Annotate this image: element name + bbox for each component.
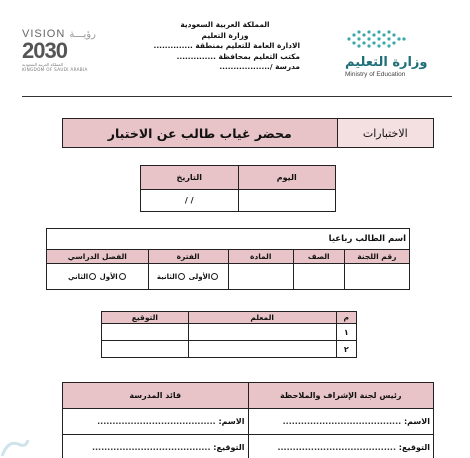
supervisor-name-label: الاسم: bbox=[403, 417, 430, 426]
supervisor-name-dots: ....................................... bbox=[282, 417, 402, 426]
student-name-label: اسم الطالب رباعيا bbox=[328, 234, 406, 244]
day-header: اليوم bbox=[238, 166, 336, 190]
kingdom-line: المملكة العربية السعودية bbox=[180, 20, 270, 29]
period-second-label: الثانية bbox=[156, 272, 178, 281]
school-line: مدرسة /.................. bbox=[219, 62, 300, 71]
index-header: م bbox=[336, 312, 356, 324]
signature-header: التوقيع bbox=[102, 312, 189, 324]
ministry-dots-icon bbox=[345, 28, 411, 50]
supervision-head: رئيس لجنة الإشراف والملاحظة bbox=[248, 383, 434, 409]
teacher-cell-1[interactable] bbox=[188, 324, 336, 341]
row-index-1: ١ bbox=[336, 324, 356, 341]
principal-name-dots: ....................................... bbox=[97, 417, 216, 426]
period-cell bbox=[148, 264, 228, 290]
date-table bbox=[140, 165, 336, 212]
header-text-block bbox=[150, 20, 300, 73]
semester-second-label: الثاني bbox=[67, 272, 89, 281]
period-first-label: الأولى bbox=[188, 272, 211, 281]
teacher-cell-2[interactable] bbox=[188, 341, 336, 358]
grade-header: الصف bbox=[293, 250, 344, 264]
title-table bbox=[62, 118, 434, 148]
semester-first-radio[interactable] bbox=[119, 273, 126, 280]
committee-header: رقم اللجنة bbox=[344, 250, 409, 264]
ministry-logo bbox=[345, 28, 455, 88]
supervisor-name-cell[interactable] bbox=[248, 409, 434, 435]
principal-sign-cell[interactable] bbox=[63, 435, 249, 458]
row-index-2: ٢ bbox=[336, 341, 356, 358]
semester-first-label: الأول bbox=[99, 272, 118, 281]
office-line: مكتب التعليم بمحافظة .............. bbox=[176, 51, 300, 61]
day-cell[interactable] bbox=[238, 190, 336, 212]
supervisor-sign-label: التوقيع: bbox=[398, 443, 430, 452]
signatures-table bbox=[62, 382, 434, 458]
watermark-icon bbox=[0, 436, 30, 458]
committee-cell[interactable] bbox=[344, 264, 409, 290]
student-table bbox=[46, 228, 410, 290]
vision-en-text: VISION bbox=[22, 28, 66, 40]
vision-2030-logo bbox=[22, 28, 122, 78]
semester-header: الفصل الدراسي bbox=[47, 250, 149, 264]
ministry-line: وزارة التعليم bbox=[201, 30, 249, 40]
date-header: التاريخ bbox=[141, 166, 239, 190]
semester-second-radio[interactable] bbox=[89, 273, 96, 280]
ministry-en-name: Ministry of Education bbox=[345, 71, 406, 78]
vision-ar-text: رؤيـــة bbox=[69, 29, 96, 40]
principal-name-label: الاسم: bbox=[218, 417, 245, 426]
directorate-line: الادارة العامة للتعليم بمنطقة .............. bbox=[153, 41, 300, 50]
vision-sub-en: KINGDOM OF SAUDI ARABIA bbox=[22, 67, 88, 72]
teacher-header: المعلم bbox=[188, 312, 336, 324]
signature-cell-2[interactable] bbox=[102, 341, 189, 358]
period-first-radio[interactable] bbox=[211, 273, 218, 280]
form-title: محضر غياب طالب عن الاختبار bbox=[63, 119, 338, 148]
subject-cell[interactable] bbox=[228, 264, 293, 290]
period-second-radio[interactable] bbox=[178, 273, 185, 280]
vision-year: 2030 bbox=[22, 38, 67, 63]
student-name-cell[interactable] bbox=[47, 229, 410, 250]
principal-head: قائد المدرسة bbox=[63, 383, 249, 409]
ministry-ar-name: وزارة التعليم bbox=[345, 55, 428, 70]
principal-name-cell[interactable] bbox=[63, 409, 249, 435]
signature-cell-1[interactable] bbox=[102, 324, 189, 341]
principal-sign-label: التوقيع: bbox=[213, 443, 245, 452]
vision-sub-ar: المملكة العربية السعودية bbox=[22, 62, 64, 67]
supervisor-sign-cell[interactable] bbox=[248, 435, 434, 458]
header-divider bbox=[22, 96, 452, 97]
teachers-table bbox=[101, 311, 357, 358]
supervisor-sign-dots: ....................................... bbox=[277, 443, 396, 452]
period-header: الفترة bbox=[148, 250, 228, 264]
semester-cell bbox=[47, 264, 149, 290]
exams-label: الاختبارات bbox=[337, 119, 433, 148]
principal-sign-dots: ....................................... bbox=[91, 443, 211, 452]
subject-header: المادة bbox=[228, 250, 293, 264]
date-cell[interactable]: / / bbox=[141, 190, 239, 212]
grade-cell[interactable] bbox=[293, 264, 344, 290]
